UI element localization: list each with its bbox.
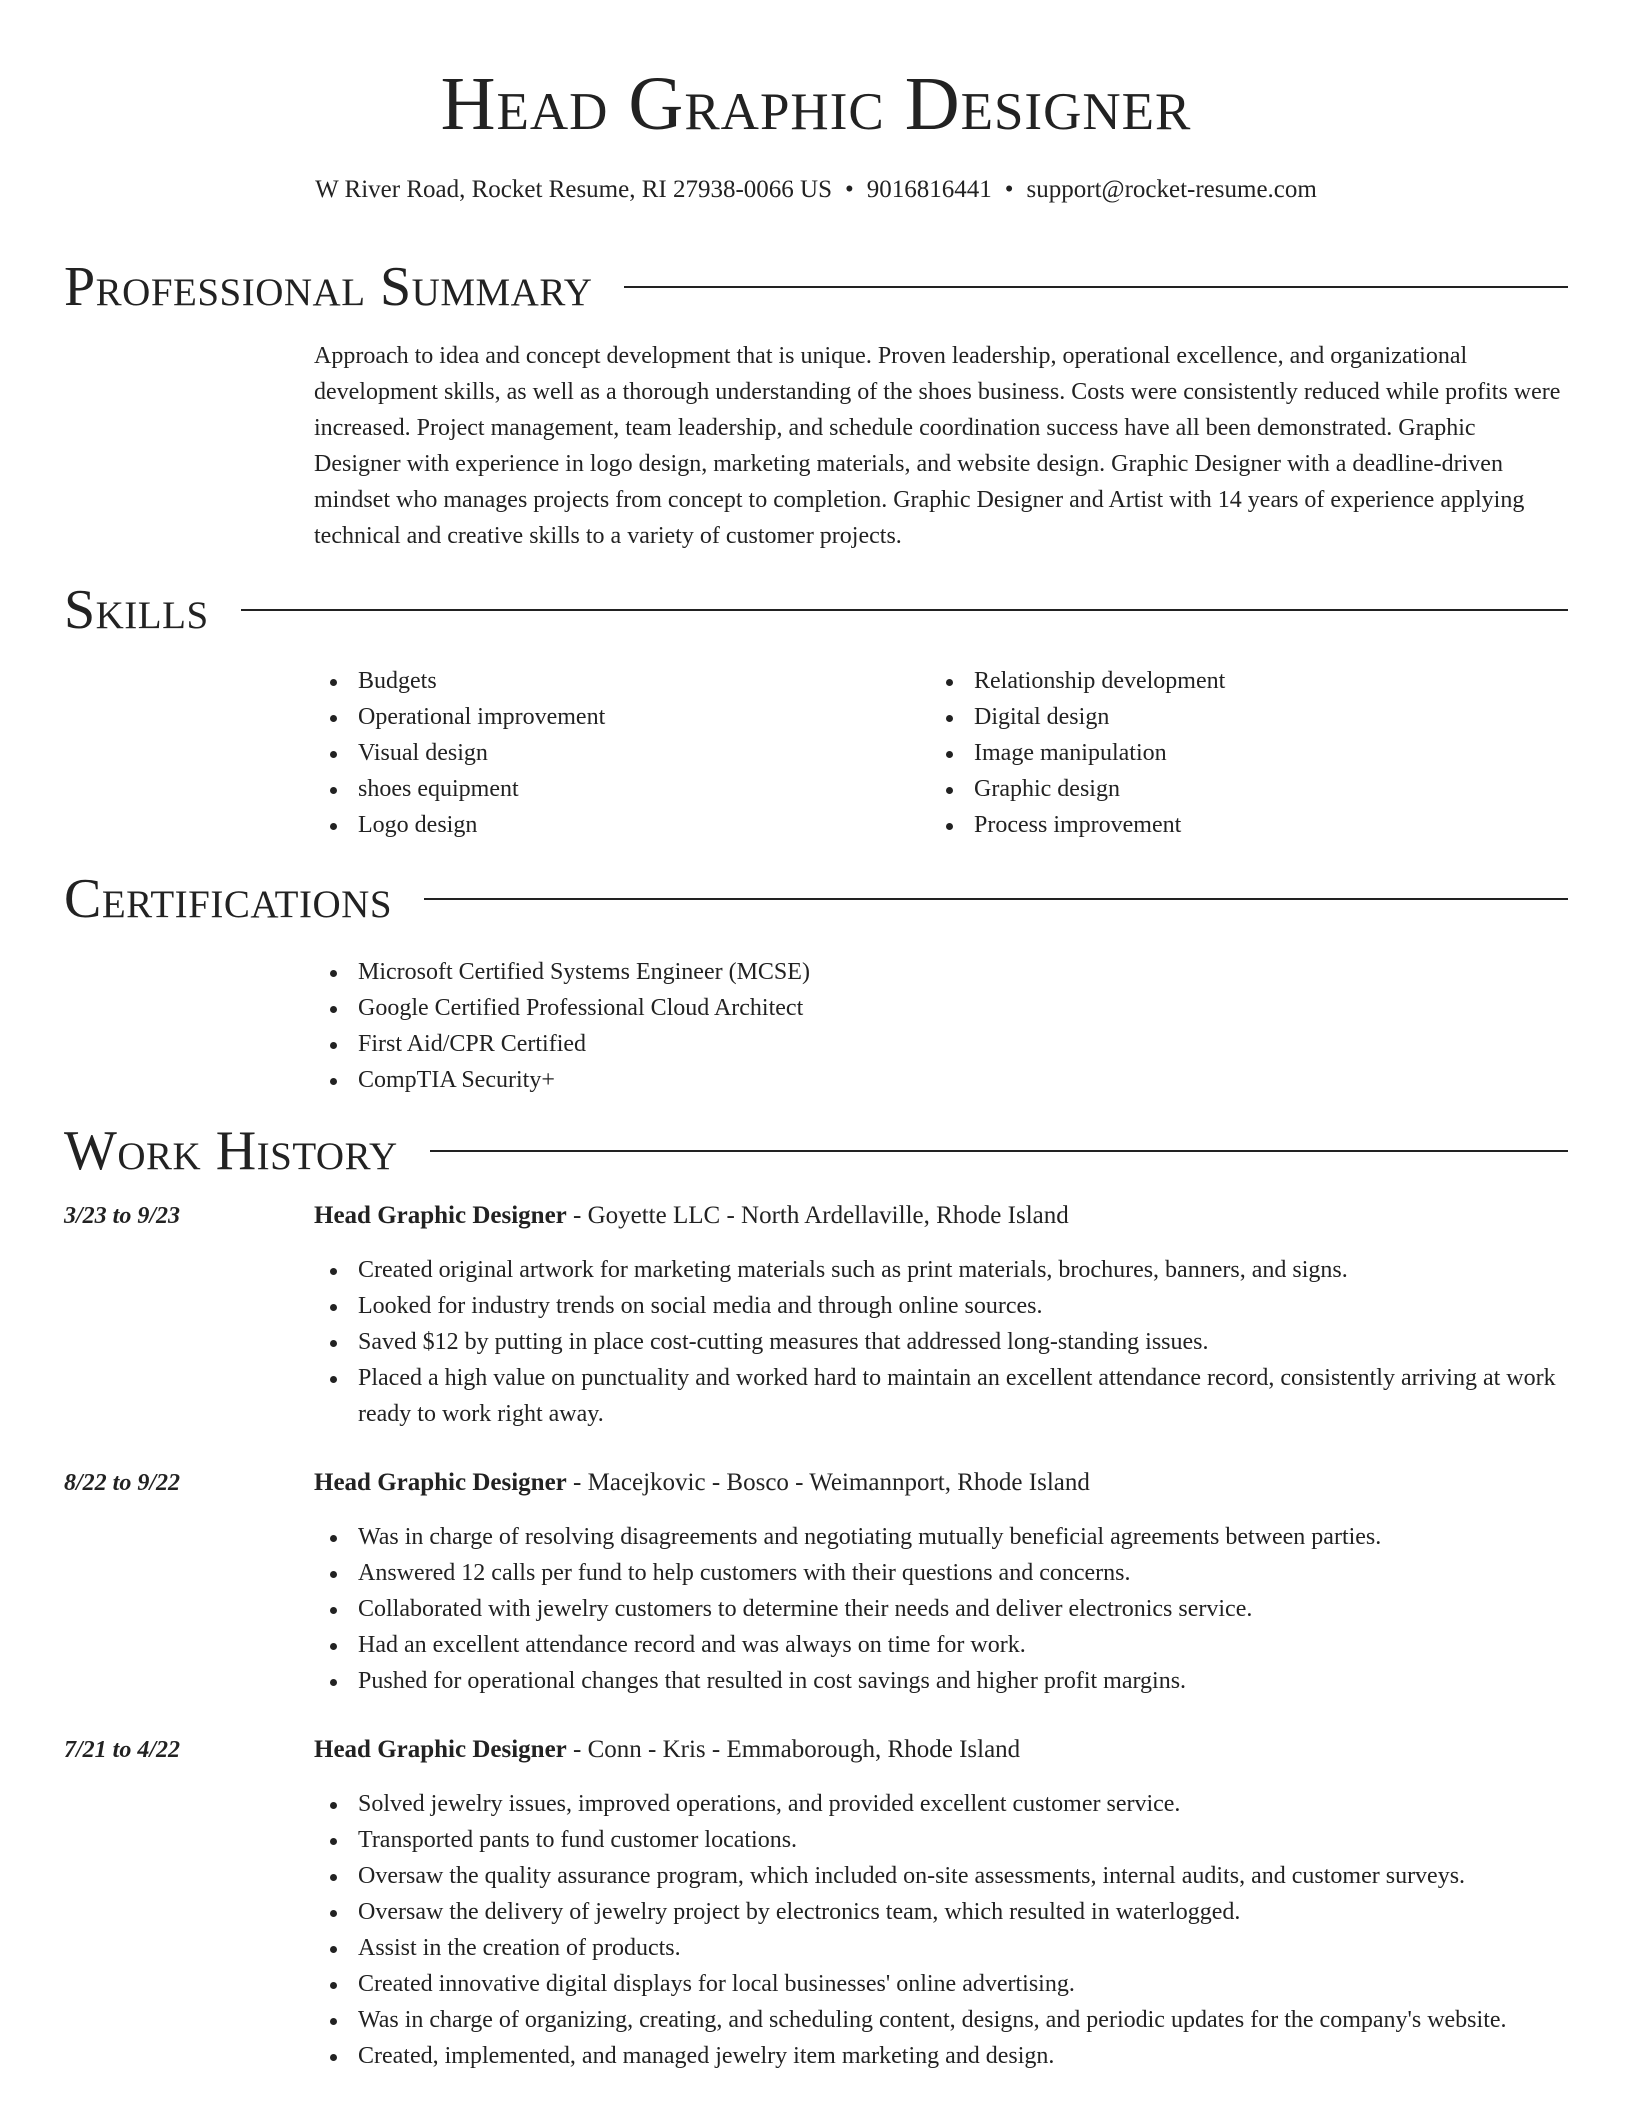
skill-item: Relationship development (930, 663, 1530, 699)
skill-item: Image manipulation (930, 735, 1530, 771)
skills-list-left (314, 663, 914, 843)
certification-item: Microsoft Certified Systems Engineer (MCSE) (314, 954, 1514, 990)
section-divider (424, 898, 1568, 900)
summary-heading: Professional Summary (64, 256, 593, 318)
work-history-heading: Work History (64, 1120, 398, 1182)
job-bullet: Solved jewelry issues, improved operations, and provided excellent customer service. (314, 1786, 1568, 1822)
job-heading (314, 1198, 1568, 1234)
skills-section-header (64, 575, 1568, 645)
work-history-section-header (64, 1116, 1568, 1186)
job-bullet: Had an excellent attendance record and was always on time for work. (314, 1627, 1568, 1663)
skill-item: Budgets (314, 663, 914, 699)
certifications-heading: Certifications (64, 868, 393, 930)
skills-heading: Skills (64, 579, 209, 641)
certification-item: Google Certified Professional Cloud Architect (314, 990, 1514, 1026)
skill-item: Process improvement (930, 807, 1530, 843)
certifications-list (314, 954, 1514, 1098)
job-bullet: Collaborated with jewelry customers to determine their needs and deliver electronics service. (314, 1591, 1568, 1627)
contact-email: support@rocket-resume.com (1026, 176, 1317, 203)
job-bullets (314, 1786, 1568, 2074)
job-role: Head Graphic Designer (314, 1202, 567, 1229)
job-bullet: Transported pants to fund customer locations. (314, 1822, 1568, 1858)
job-bullet: Assist in the creation of products. (314, 1930, 1568, 1966)
certification-item: CompTIA Security+ (314, 1062, 1514, 1098)
contact-phone: 9016816441 (866, 176, 992, 203)
skill-item: Visual design (314, 735, 914, 771)
job-bullets (314, 1252, 1568, 1432)
job-bullet: Placed a high value on punctuality and worked hard to maintain an excellent attendance record, consistently arriving at work ready to work right away. (314, 1360, 1568, 1432)
section-divider (430, 1150, 1568, 1152)
job-employer: - Conn - Kris - Emmaborough, Rhode Island (566, 1736, 1021, 1763)
job-bullet: Pushed for operational changes that resulted in cost savings and higher profit margins. (314, 1663, 1568, 1699)
resume-title: Head Graphic Designer (440, 62, 1192, 146)
summary-text: Approach to idea and concept development that is unique. Proven leadership, operational excellence, and organizational development skills, as well as a thorough understanding of the shoes business. Costs were consistently reduced while profits were increased. Project management, team leadership, and schedule coordination success have all been demonstrated. Graphic Designer with experience in logo design, marketing materials, and website design. Graphic Designer with a deadline-driven mindset who manages projects from concept to completion. Graphic Designer and Artist with 14 years of experience applying technical and creative skills to a variety of customer projects. (314, 343, 1561, 549)
job-role: Head Graphic Designer (314, 1736, 567, 1763)
job-bullet: Looked for industry trends on social media and through online sources. (314, 1288, 1568, 1324)
job-bullet: Created, implemented, and managed jewelry item marketing and design. (314, 2038, 1568, 2074)
job-bullet: Oversaw the delivery of jewelry project by electronics team, which resulted in waterlogged. (314, 1894, 1568, 1930)
section-divider (241, 609, 1568, 611)
job-employer: - Macejkovic - Bosco - Weimannport, Rhode Island (566, 1469, 1090, 1496)
job-bullet: Was in charge of organizing, creating, and scheduling content, designs, and periodic updates for the company's website. (314, 2002, 1568, 2038)
job-bullet: Oversaw the quality assurance program, which included on-site assessments, internal audits, and customer surveys. (314, 1858, 1568, 1894)
job-bullet: Was in charge of resolving disagreements and negotiating mutually beneficial agreements between parties. (314, 1519, 1568, 1555)
job-bullet: Created innovative digital displays for local businesses' online advertising. (314, 1966, 1568, 2002)
job-dates: 7/21 to 4/22 (64, 1737, 181, 1763)
job-role: Head Graphic Designer (314, 1469, 567, 1496)
contact-separator: • (1004, 176, 1014, 203)
skill-item: Logo design (314, 807, 914, 843)
job-heading (314, 1465, 1568, 1501)
job-dates: 3/23 to 9/23 (64, 1203, 181, 1229)
skill-item: Digital design (930, 699, 1530, 735)
skill-item: Graphic design (930, 771, 1530, 807)
certifications-section-header (64, 864, 1568, 934)
job-dates: 8/22 to 9/22 (64, 1470, 181, 1496)
job-bullet: Created original artwork for marketing materials such as print materials, brochures, banners, and signs. (314, 1252, 1568, 1288)
contact-line (0, 172, 1632, 208)
job-bullet: Answered 12 calls per fund to help customers with their questions and concerns. (314, 1555, 1568, 1591)
skills-list-right (930, 663, 1530, 843)
certification-item: First Aid/CPR Certified (314, 1026, 1514, 1062)
job-bullet: Saved $12 by putting in place cost-cutting measures that addressed long-standing issues. (314, 1324, 1568, 1360)
job-employer: - Goyette LLC - North Ardellaville, Rhode Island (566, 1202, 1069, 1229)
section-divider (624, 286, 1568, 288)
contact-address: W River Road, Rocket Resume, RI 27938-0066 US (315, 176, 833, 203)
summary-section-header (64, 252, 1568, 322)
job-heading (314, 1732, 1568, 1768)
job-bullets (314, 1519, 1568, 1699)
skill-item: Operational improvement (314, 699, 914, 735)
contact-separator: • (845, 176, 854, 203)
skill-item: shoes equipment (314, 771, 914, 807)
